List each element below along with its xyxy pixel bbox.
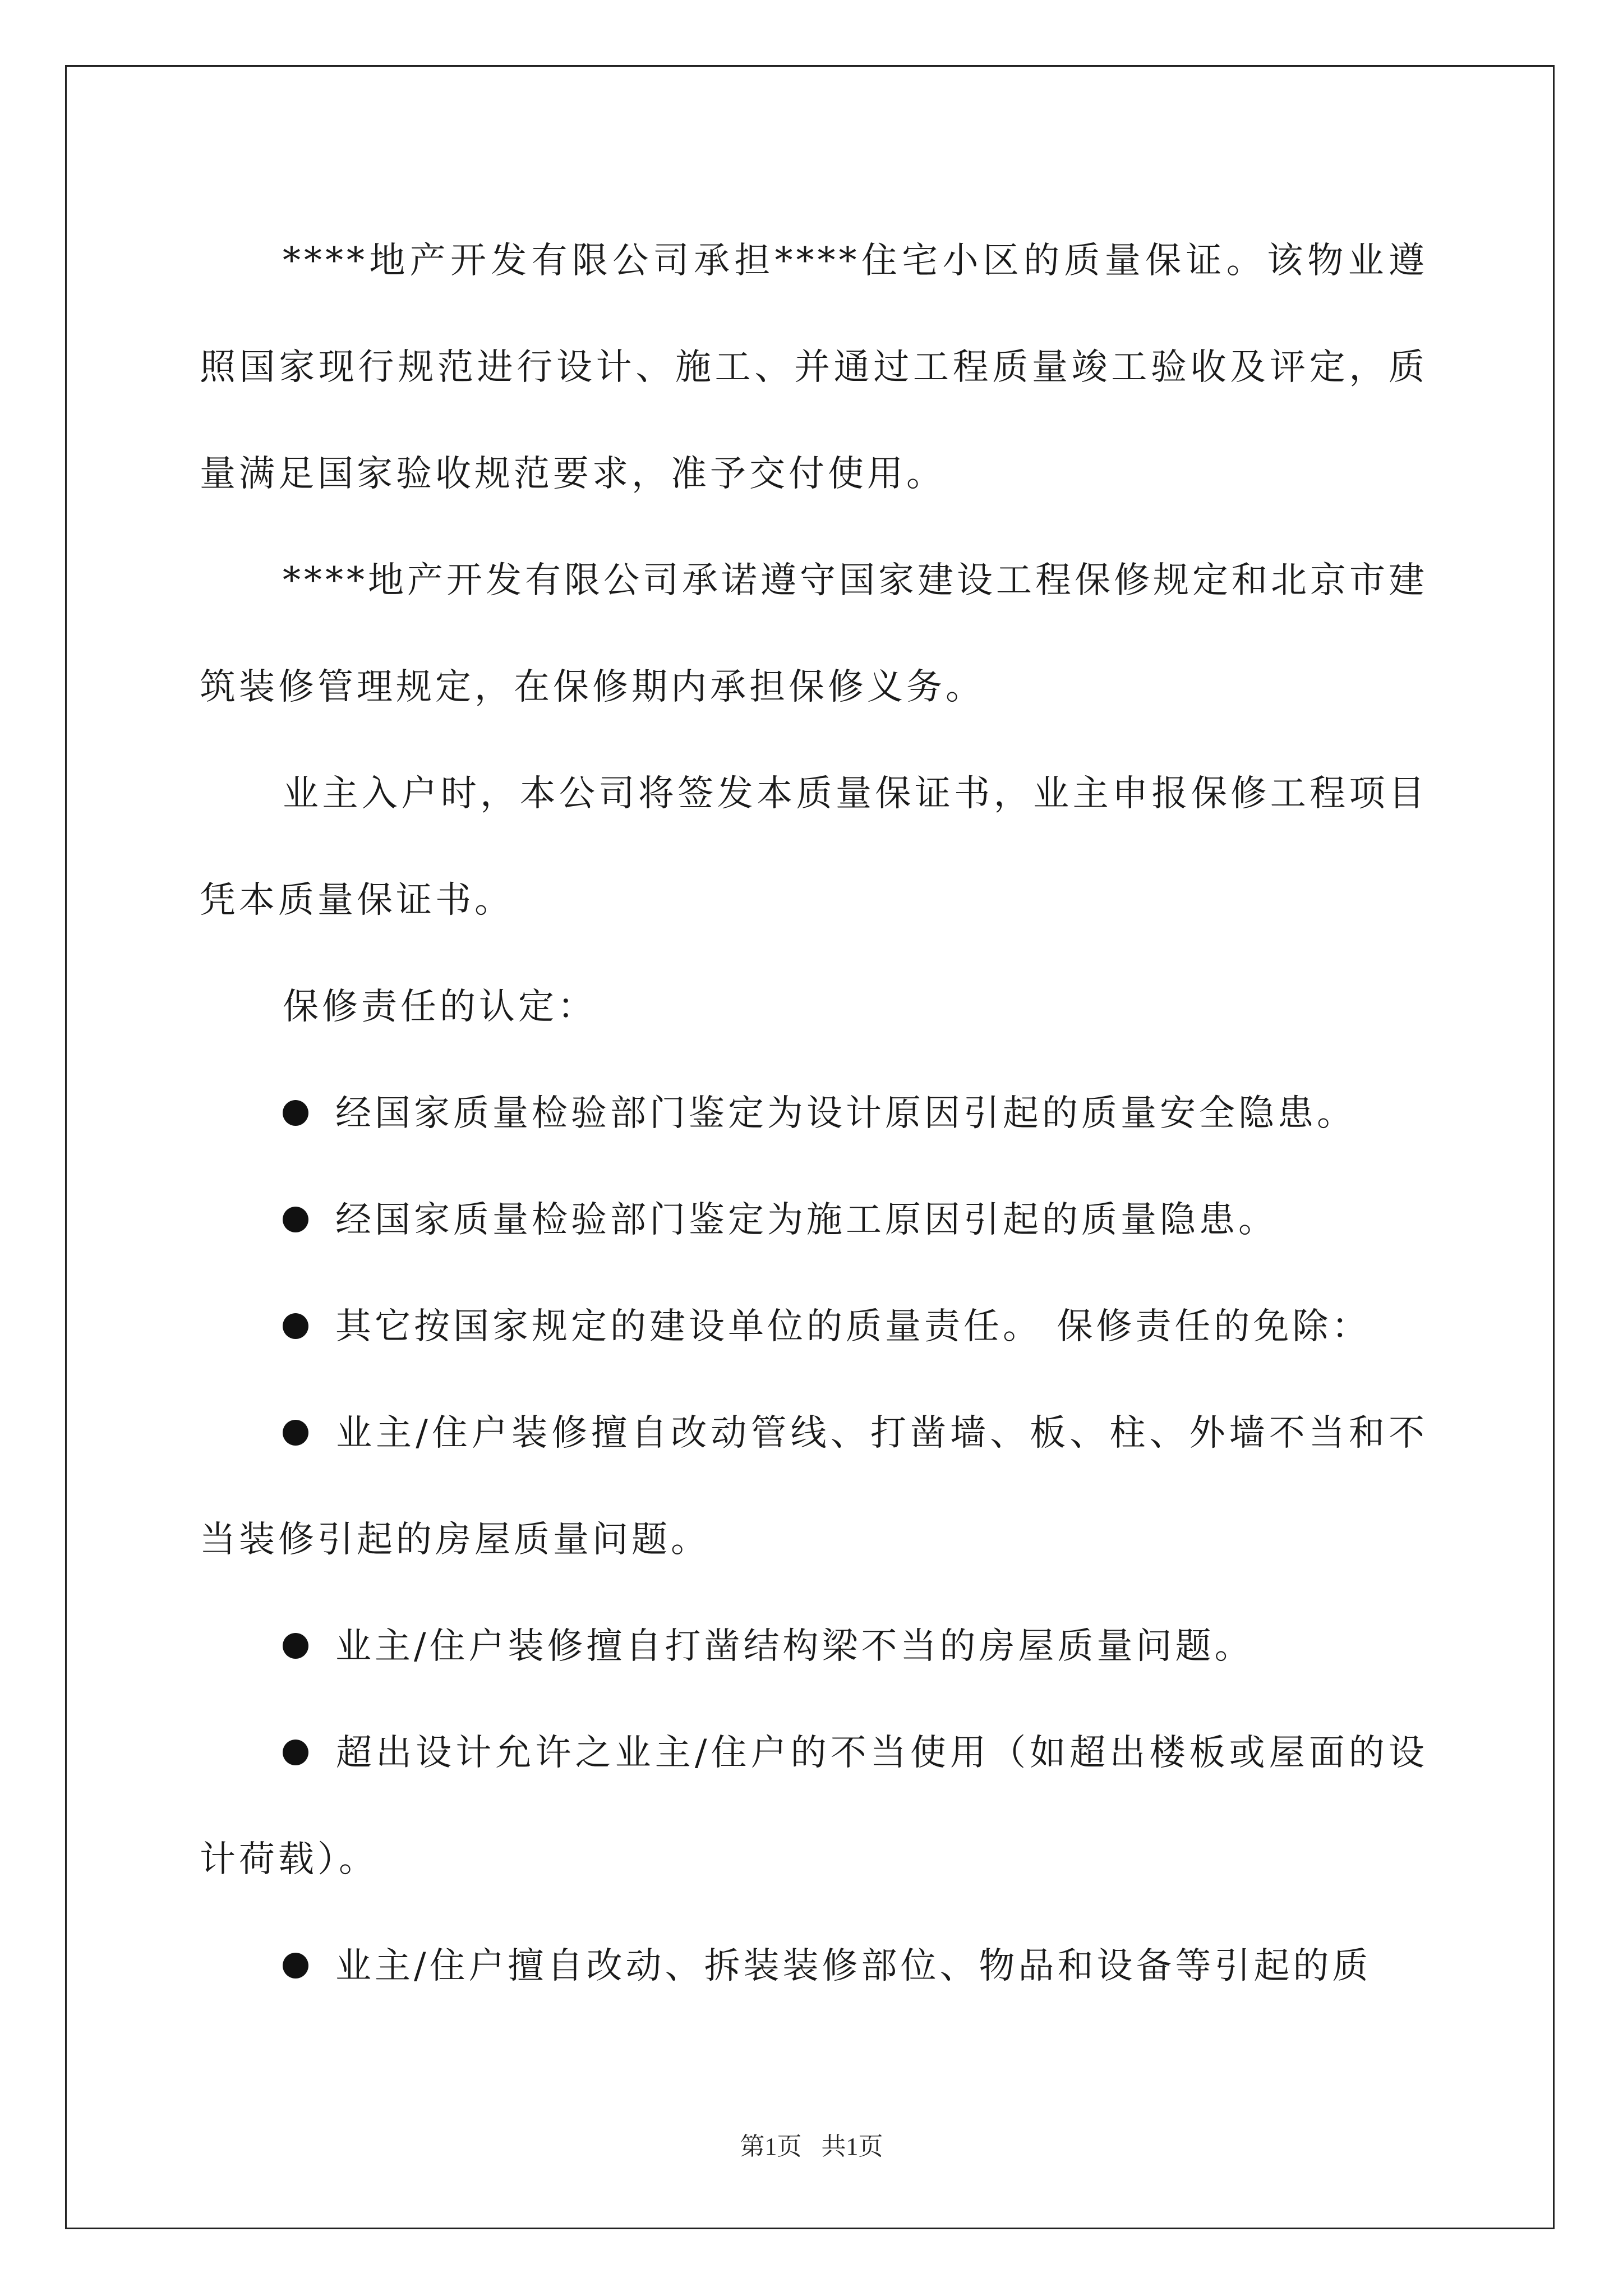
- paragraph: ****地产开发有限公司承担****住宅小区的质量保证。该物业遵照国家现行规范进行设计、施工、并通过工程质量竣工验收及评定，质量满足国家验收规范要求，准予交付使用。: [200, 240, 1428, 495]
- bullet-item: [200, 1273, 1428, 1380]
- bullet-item: [200, 1700, 1428, 1913]
- paragraph: ****地产开发有限公司承诺遵守国家建设工程保修规定和北京市建筑装修管理规定，在保修期内承担保修义务。: [200, 560, 1428, 708]
- page-footer: [0, 2126, 1623, 2162]
- bullet-text: 经国家质量检验部门鉴定为设计原因引起的质量安全隐患。: [335, 1093, 1356, 1134]
- bullet-text: 经国家质量检验部门鉴定为施工原因引起的质量隐患。: [335, 1199, 1278, 1241]
- bullet-text: 其它按国家规定的建设单位的质量责任。 保修责任的免除：: [335, 1306, 1371, 1347]
- bullet-icon: [283, 1740, 308, 1765]
- page-total: 共1页: [821, 2133, 883, 2160]
- bullet-text: 业主/住户装修擅自改动管线、打凿墙、板、柱、外墙不当和不当装修引起的房屋质量问题。: [200, 1412, 1428, 1561]
- bullet-icon: [283, 1207, 308, 1232]
- bullet-item: [200, 1380, 1428, 1593]
- bullet-item: [200, 1060, 1428, 1167]
- bullet-icon: [283, 1633, 308, 1659]
- paragraph: 保修责任的认定：: [283, 986, 597, 1028]
- bullet-text: 超出设计允许之业主/住户的不当使用（如超出楼板或屋面的设计荷载）。: [200, 1732, 1428, 1880]
- bullet-text: 业主/住户擅自改动、拆装装修部位、物品和设备等引起的质: [335, 1945, 1372, 1987]
- bullet-text: 业主/住户装修擅自打凿结构梁不当的房屋质量问题。: [335, 1626, 1254, 1667]
- bullet-icon: [283, 1420, 308, 1446]
- bullet-icon: [283, 1100, 308, 1126]
- page-number: 第1页: [740, 2133, 802, 2160]
- bullet-icon: [283, 1953, 308, 1978]
- bullet-item: [200, 1167, 1428, 1273]
- bullet-item: [200, 1913, 1428, 2019]
- paragraph: 业主入户时，本公司将签发本质量保证书，业主申报保修工程项目凭本质量保证书。: [200, 773, 1428, 921]
- bullet-item: [200, 1593, 1428, 1700]
- document-body: [200, 208, 1428, 2019]
- bullet-icon: [283, 1313, 308, 1339]
